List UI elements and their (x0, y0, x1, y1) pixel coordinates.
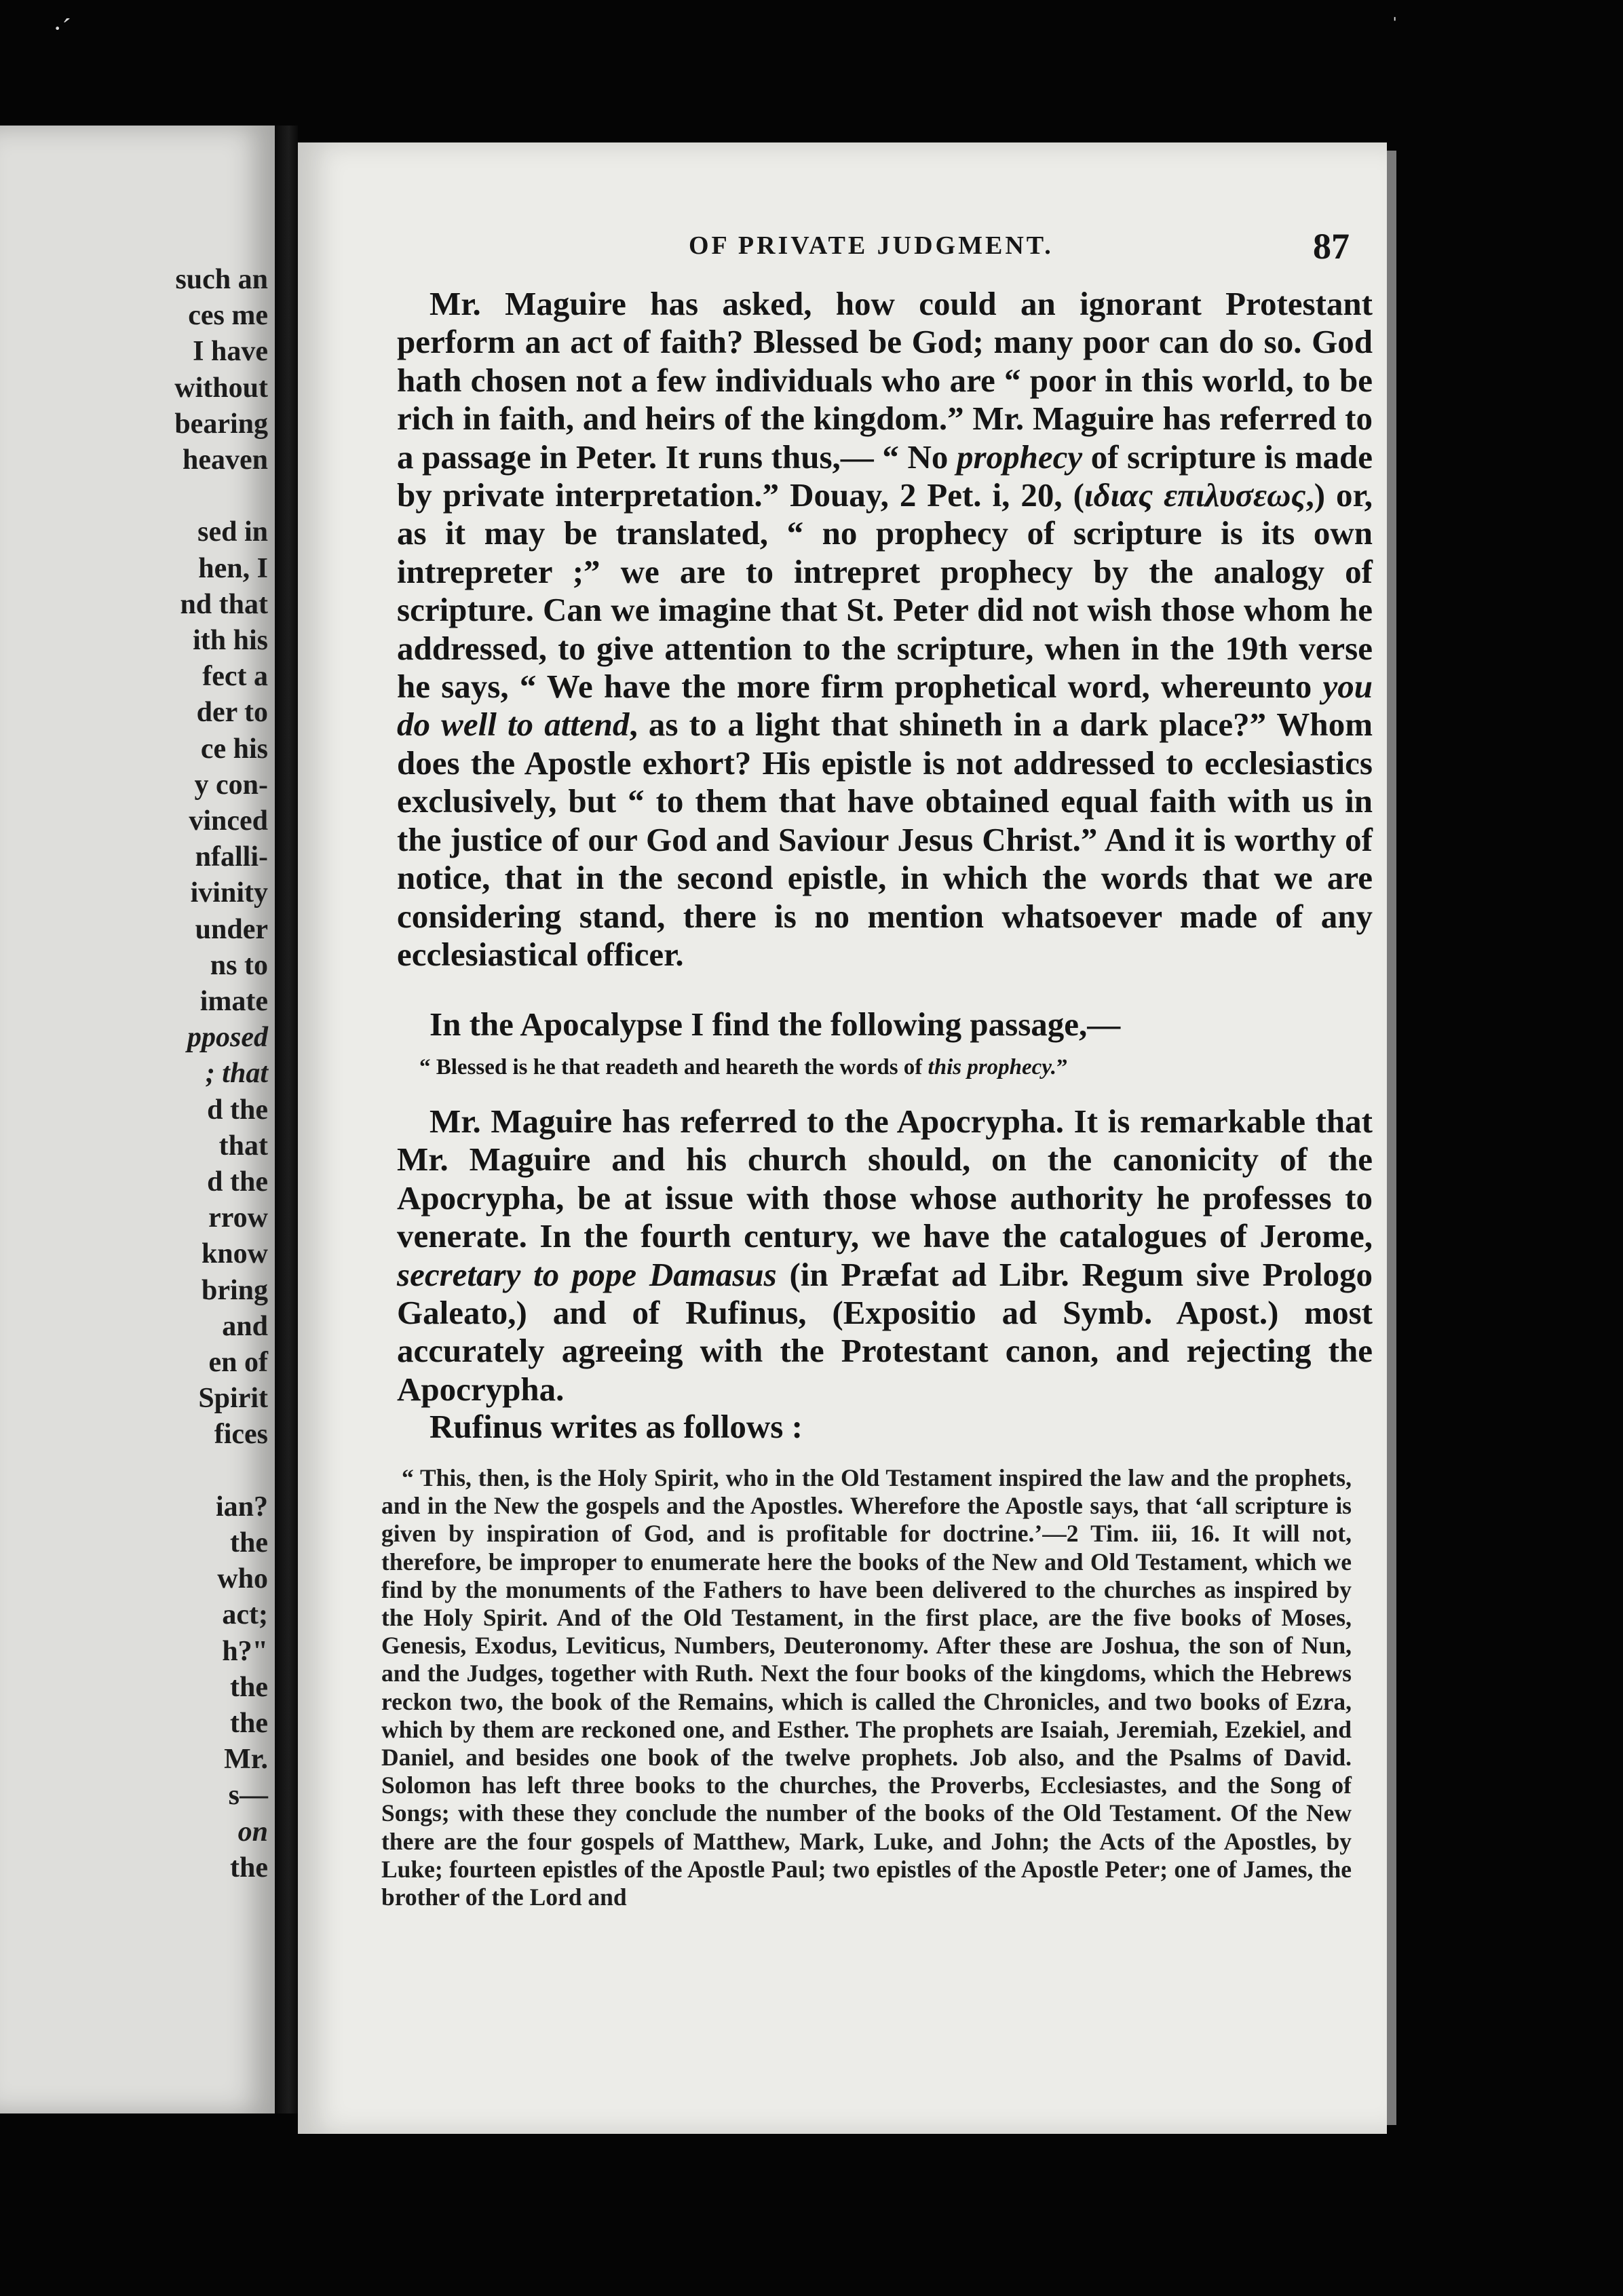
left-line-fragment: ns to (210, 949, 268, 981)
quote-apocalypse (419, 1054, 1369, 1081)
paragraph-rufinus-intro: Rufinus writes as follows : (429, 1408, 803, 1445)
italic-text: ιδιας επιλυσεως (1084, 476, 1306, 514)
text-run: ” (1056, 1055, 1068, 1079)
book-gutter (275, 126, 298, 2113)
left-page-fragment (0, 126, 275, 2113)
text-run: , as to a light that shineth in a dark place?” Whom does the Apostle exhort? His epistle is not addressed to ecclesiastics exclusively, but “ to them that have obtained equal faith with us in the justice of our God and Saviour Jesus Christ.” And it is worthy of notice, that in the second epistle, in which the words that we are considering stand, there is no mention whatsoever made of any ecclesiastical officer. (397, 706, 1373, 973)
left-line-fragment: I have (193, 336, 268, 368)
text-run: (in Præfat ad Libr. Regum sive Prologo Galeato,) and of Rufinus, (Expositio ad Symb. Apost.) most accurately agreeing with the Protestant canon, and rejecting the Apocrypha. (397, 1255, 1373, 1408)
corner-scan-mark: ˈ (1391, 14, 1399, 39)
left-line-fragment: h?" (222, 1635, 268, 1667)
left-line-fragment: d the (207, 1094, 268, 1126)
left-line-fragment: heaven (183, 444, 268, 476)
text-run: Mr. Maguire has asked, how could an ignorant Protestant perform an act of faith? Blessed be God; many poor can do so. God hath chosen not a few individuals who are “ poor in this world, to be rich in faith, and heirs of the kingdom.” Mr. Maguire has referred to a passage in Peter. It runs thus,— “ No (397, 285, 1373, 476)
left-line-fragment: nd that (180, 588, 268, 620)
running-header: OF PRIVATE JUDGMENT. (689, 231, 1054, 260)
text-run: Mr. Maguire has referred to the Apocrypha. It is remarkable that Mr. Maguire and his church should, on the canonicity of the Apocrypha, be at issue with those whose authority he professes to venerate. In the fourth century, we have the catalogues of Jerome, (397, 1103, 1373, 1255)
left-line-fragment: sed in (197, 516, 268, 548)
left-line-fragment: y con- (194, 769, 268, 801)
left-line-fragment: ian? (215, 1491, 268, 1523)
left-line-fragment: without (174, 372, 268, 404)
left-line-fragment: the (230, 1852, 268, 1883)
left-line-fragment: Mr. (224, 1744, 268, 1776)
paragraph-maguire-faith (397, 285, 1373, 974)
left-line-fragment: such an (175, 264, 268, 295)
left-line-fragment: ivinity (190, 877, 268, 909)
left-line-fragment: ce his (200, 733, 268, 765)
left-line-fragment: the (230, 1708, 268, 1739)
left-line-fragment: rrow (208, 1202, 268, 1234)
left-line-fragment: d the (207, 1166, 268, 1198)
italic-text: this prophecy. (928, 1055, 1056, 1079)
left-line-fragment: en of (208, 1347, 268, 1378)
italic-text: prophecy (957, 438, 1083, 476)
left-line-fragment: the (230, 1527, 268, 1558)
left-line-fragment: act; (222, 1599, 268, 1631)
left-line-fragment: ith his (193, 625, 268, 656)
left-line-fragment: the (230, 1671, 268, 1703)
left-line-fragment: Spirit (198, 1383, 268, 1415)
paragraph-apocrypha (397, 1103, 1373, 1409)
left-line-fragment: who (217, 1563, 268, 1595)
italic-text: secretary to pope Damasus (397, 1255, 777, 1293)
left-line-fragment: hen, I (198, 552, 268, 584)
left-line-fragment: pposed (187, 1022, 268, 1054)
left-line-fragment: fect a (202, 661, 268, 693)
left-line-fragment: ces me (188, 300, 268, 332)
left-line-fragment: s— (228, 1780, 268, 1812)
left-line-fragment: on (237, 1816, 268, 1848)
quote-rufinus: “ This, then, is the Holy Spirit, who in the Old Testament inspired the law and the prophets, and in the New the gospels and the Apostles. Wherefore the Apostle says, that ‘all scripture is given by inspiration of God, and is profitable for doctrine.’—2 Tim. iii, 16. It will not, therefore, be improper to enumerate here the books of the New and Old Testament, which we find by the monuments of the Fathers to have been delivered to the churches as inspired by the Holy Spirit. And of the Old Testament, in the first place, are the five books of Moses, Genesis, Exodus, Leviticus, Numbers, Deuteronomy. After these are Joshua, the son of Nun, and the Judges, together with Ruth. Next the four books of the kingdoms, which the Hebrews reckon two, the book of the Remains, which is called the Chronicles, and two books of Ezra, which by them are reckoned one, and Esther. The prophets are Isaiah, Jeremiah, Ezekiel, and Daniel, and besides one book of the twelve prophets. Job also, and the Psalms of David. Solomon has left three books to the churches, the Proverbs, Ecclesiastes, and the Song of Songs; with these they conclude the number of the books of the Old Testament. Of the New there are the four gospels of Matthew, Mark, Luke, and John; the Acts of the Apostles, by Luke; fourteen epistles of the Apostle Paul; two epistles of the Apostle Peter; one of James, the brother of the Lord and (381, 1464, 1352, 1911)
left-line-fragment: vinced (189, 805, 268, 837)
left-line-fragment: under (195, 913, 268, 945)
italic-text: you do well to attend (397, 668, 1373, 744)
page-number: 87 (1313, 226, 1350, 267)
left-line-fragment: and (222, 1310, 268, 1342)
left-line-fragment: know (201, 1238, 268, 1270)
left-line-fragment: bring (201, 1274, 268, 1306)
paragraph-apocalypse: In the Apocalypse I find the following passage,— (429, 1006, 1121, 1043)
page-edge (1387, 151, 1396, 2125)
left-line-fragment: nfalli- (195, 841, 268, 873)
corner-scan-mark: ·ˊ (53, 13, 71, 43)
left-line-fragment: ; that (205, 1058, 268, 1090)
left-line-fragment: fices (214, 1419, 268, 1451)
left-line-fragment: that (218, 1130, 268, 1162)
text-run: of scripture is made by private interpretation.” Douay, 2 Pet. i, 20, ( (397, 438, 1373, 514)
left-line-fragment: bearing (174, 408, 268, 440)
text-run: ,) or, as it may be translated, “ no prophecy of scripture is its own intrepreter ;” we are to intrepret prophecy by the analogy of scripture. Can we imagine that St. Peter did not wish those whom he addressed, to give attention to the scripture, when in the 19th verse he says, “ We have the more firm prophetical word, whereunto (397, 476, 1373, 706)
left-line-fragment: imate (199, 986, 268, 1017)
left-line-fragment: der to (196, 697, 268, 729)
text-run: “ Blessed is he that readeth and heareth the words of (419, 1055, 928, 1079)
